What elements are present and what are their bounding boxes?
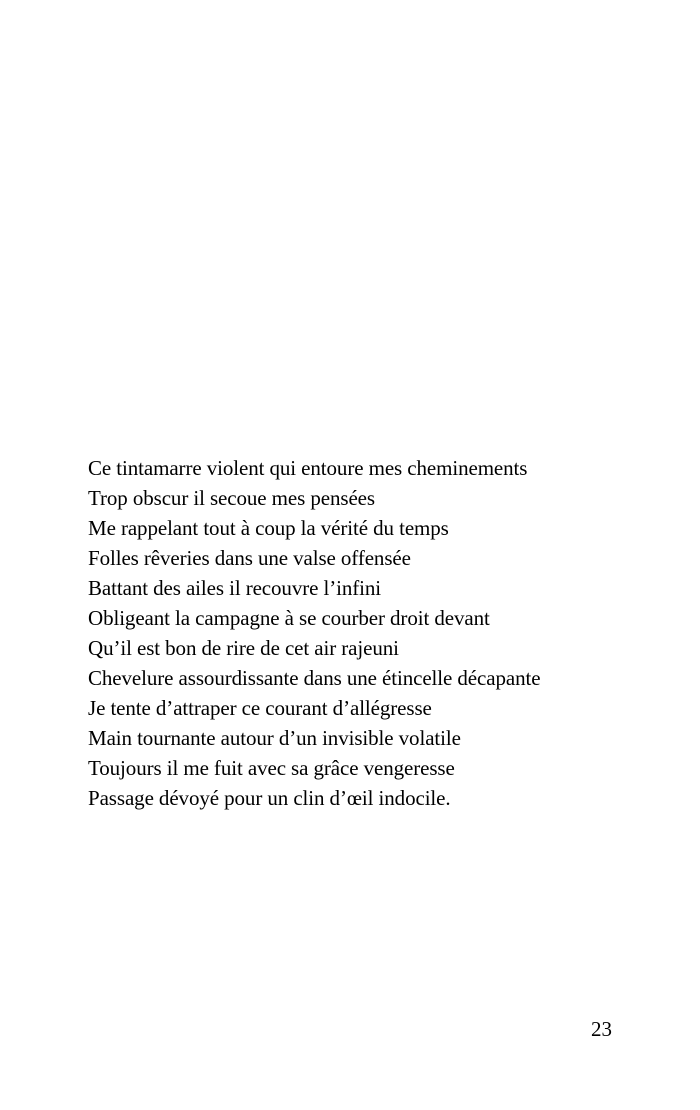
poem-line: Toujours il me fuit avec sa grâce vengeresse [88,756,455,780]
page-number: 23 [591,1017,612,1041]
poem-line: Chevelure assourdissante dans une étincelle décapante [88,666,541,690]
poem-stanza [88,453,540,813]
poem-line: Qu’il est bon de rire de cet air rajeuni [88,636,399,660]
poem-line: Battant des ailes il recouvre l’infini [88,576,382,600]
poem-line: Me rappelant tout à coup la vérité du temps [88,516,449,540]
poem-line: Je tente d’attraper ce courant d’allégresse [88,696,432,720]
poem-line: Trop obscur il secoue mes pensées [88,486,375,510]
poem-line: Main tournante autour d’un invisible volatile [88,726,461,750]
poem-line: Passage dévoyé pour un clin d’œil indocile. [88,786,451,810]
poem-line: Folles rêveries dans une valse offensée [88,546,411,570]
poem-line: Ce tintamarre violent qui entoure mes cheminements [88,456,528,480]
poem-line: Obligeant la campagne à se courber droit devant [88,606,490,630]
